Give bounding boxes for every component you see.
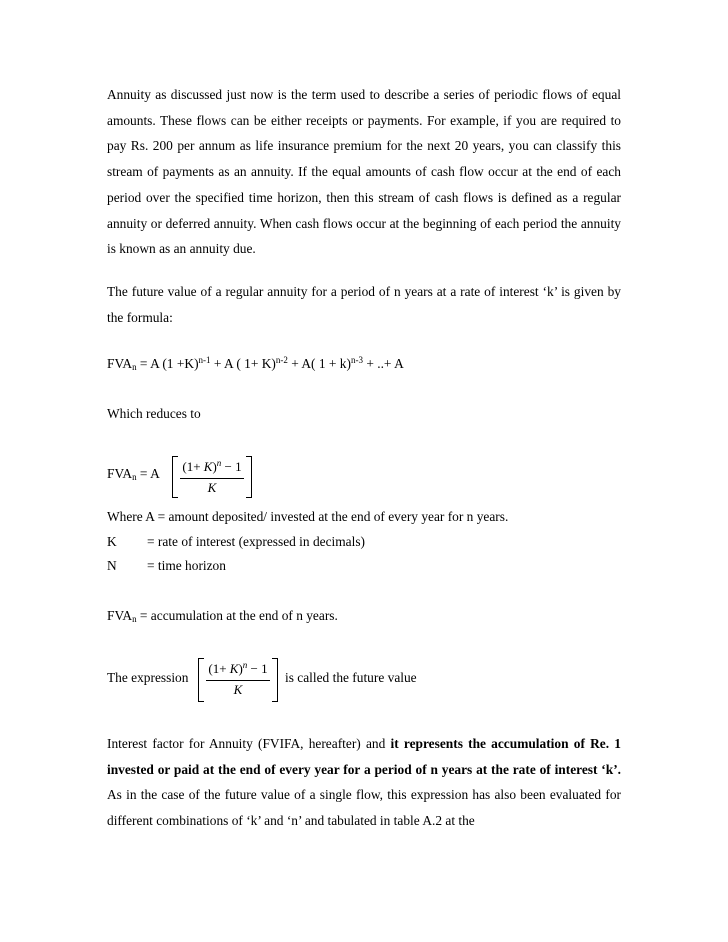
paragraph-fvifa: [107, 731, 621, 834]
fraction-bar: [206, 680, 270, 681]
formula2-lhs: FVA: [107, 466, 133, 481]
formula-exp-2: n-2: [275, 355, 288, 365]
left-bracket: [172, 456, 178, 498]
definition-fvan: [107, 608, 338, 624]
fraction-denominator: K: [207, 480, 217, 495]
fvan-description: = accumulation at the end of n years.: [136, 608, 338, 623]
text-the-expression: The expression: [107, 670, 189, 685]
formula-fva-bracket-fraction: [172, 456, 252, 496]
num-open: (1+: [182, 459, 204, 474]
right-bracket: [272, 658, 278, 702]
definition-n-symbol: N: [107, 558, 117, 573]
formula-fva-expanded: [107, 355, 404, 372]
formula-term-3: + A( 1 + k): [287, 356, 351, 371]
num-k: K: [203, 459, 213, 474]
num-minus-one: − 1: [247, 661, 268, 676]
fvifa-intro: Interest factor for Annuity (FVIFA, hereafter) and: [107, 736, 391, 751]
fraction-bar: [180, 478, 244, 479]
formula-exp-3: n-3: [350, 355, 363, 365]
fvan-subscript: n: [132, 614, 137, 624]
text-which-reduces: Which reduces to: [107, 406, 201, 421]
fvan-lhs: FVA: [107, 608, 133, 623]
fraction-denominator: K: [233, 682, 243, 697]
fraction-numerator: [180, 458, 244, 475]
formula-lhs-subscript: n: [132, 362, 137, 372]
formula2-lhs-subscript: n: [132, 472, 137, 482]
formula-fva-reduced-lhs: [107, 466, 160, 482]
num-minus-one: − 1: [221, 459, 242, 474]
definition-k-symbol: K: [107, 534, 117, 549]
num-close: ): [238, 661, 243, 676]
formula-exp-1: n-1: [198, 355, 211, 365]
definition-k-description: = rate of interest (expressed in decimals): [147, 534, 365, 549]
num-close: ): [212, 459, 217, 474]
text-where-a: Where A = amount deposited/ invested at the end of every year for n years.: [107, 509, 509, 524]
num-k: K: [229, 661, 239, 676]
paragraph-future-value-intro: The future value of a regular annuity for a period of n years at a rate of interest ‘k’ is given by the formula:: [107, 284, 621, 325]
expression-bracket-fraction: [198, 658, 278, 700]
fvifa-continuation: As in the case of the future value of a single flow, this expression has also been evaluated for different combinations of ‘k’ and ‘n’ and tabulated in table A.2 at the: [107, 787, 621, 829]
formula-term-2: + A ( 1+ K): [210, 356, 276, 371]
formula-term-1: = A (1 +K): [136, 356, 199, 371]
formula-term-4: + ..+ A: [362, 356, 404, 371]
formula2-equals-a: = A: [136, 466, 160, 481]
text-is-called-future-value: is called the future value: [285, 670, 417, 685]
formula-lhs: FVA: [107, 356, 133, 371]
right-bracket: [246, 456, 252, 498]
left-bracket: [198, 658, 204, 702]
definition-n-description: = time horizon: [147, 558, 226, 573]
num-open: (1+: [208, 661, 230, 676]
paragraph-annuity-definition: Annuity as discussed just now is the term used to describe a series of periodic flows of equal amounts. These flows can be either receipts or payments. For example, if you are required to pay Rs. 200 per annum as life insurance premium for the next 20 years, you can classify this stream of payments as an annuity. If the equal amounts of cash flow occur at the end of each period over the specified time horizon, then this stream of cash flows is defined as a regular annuity or deferred annuity. When cash flows occur at the beginning of each period the annuity is known as an annuity due.: [107, 87, 621, 257]
fvifa-bold-definition: it represents the accumulation of Re. 1 invested or paid at the end of every year for a period of n years at the rate of interest ‘k’.: [107, 736, 621, 777]
num-exp: n: [242, 660, 248, 670]
fraction-numerator: [206, 660, 270, 677]
num-exp: n: [216, 458, 222, 468]
